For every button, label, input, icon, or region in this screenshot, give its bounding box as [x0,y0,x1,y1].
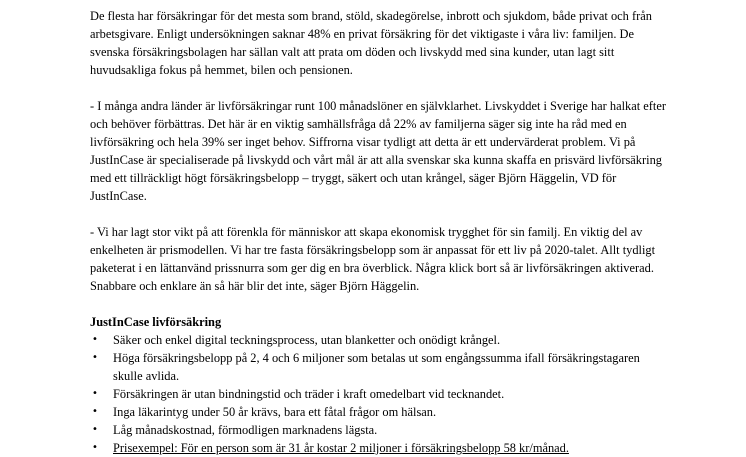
document-body [90,7,670,457]
bullet-text: Säker och enkel digital teckningsprocess, utan blanketter och onödigt krångel. [113,333,501,347]
bullet-text: Försäkringen är utan bindningstid och träder i kraft omedelbart vid tecknandet. [113,387,505,401]
bullet-icon: • [92,424,98,435]
bullet-item [90,385,670,403]
bullet-item [90,421,670,439]
bullet-text: Låg månadskostnad, förmodligen marknadens lägsta. [113,423,378,437]
bullet-icon: • [92,334,98,345]
bullet-icon: • [92,388,98,399]
bullet-icon: • [92,352,98,363]
bullet-text: Inga läkarintyg under 50 år krävs, bara ett fåtal frågor om hälsan. [113,405,437,419]
section-heading: JustInCase livförsäkring [90,315,222,329]
paragraph-intro: De flesta har försäkringar för det mesta som brand, stöld, skadegörelse, inbrott och sjukdom, både privat och från arbetsgivare. Enligt undersökningen saknar 48% en privat försäkring för det viktigaste i våra liv: familjen. De svenska försäkringsbolagen har sällan valt att prata om döden och livskydd med sina kunder, utan lagt sitt huvudsakliga fokus på hemmet, bilen och pensionen. [90,9,652,77]
bullet-item [90,349,670,385]
bullet-icon: • [92,406,98,417]
paragraph-quote-livskydd: - I många andra länder är livförsäkringar runt 100 månadslöner en självklarhet. Livskyddet i Sverige har halkat efter och behöver förbättras. Det här är en viktig samhällsfråga då 22% av familjerna säger sig inte ha råd med en livförsäkring och hela 39% ser inget behov. Siffrorna visar tydligt att detta är ett undervärderat problem. Vi på JustInCase är specialiserade på livskydd och vårt mål är att alla svenskar ska kunna skaffa en prisvärd livförsäkring med ett tillräckligt högt försäkringsbelopp – tryggt, säkert och utan krångel, säger Björn Häggelin, VD för JustInCase. [90,99,666,203]
bullet-icon: • [92,442,98,453]
bullet-text: Höga försäkringsbelopp på 2, 4 och 6 miljoner som betalas ut som engångssumma ifall försäkringstagaren skulle avlida. [113,351,640,383]
paragraph-quote-enkelhet: - Vi har lagt stor vikt på att förenkla för människor att skapa ekonomisk trygghet för sin familj. En viktig del av enkelheten är prismodellen. Vi har tre fasta försäkringsbelopp som är anpassat för ett liv på 2020-talet. Allt tydligt paketerat i en lättanvänd prissnurra som ger dig en bra överblick. Några klick bort så är livförsäkringen aktiverad. Snabbare och enklare än så här blir det inte, säger Björn Häggelin. [90,225,656,293]
bullet-item [90,439,670,457]
feature-bullet-list [90,331,670,457]
price-example-text: Prisexempel: För en person som är 31 år kostar 2 miljoner i försäkringsbelopp 58 kr/månad. [113,441,569,455]
bullet-item [90,331,670,349]
bullet-item [90,403,670,421]
